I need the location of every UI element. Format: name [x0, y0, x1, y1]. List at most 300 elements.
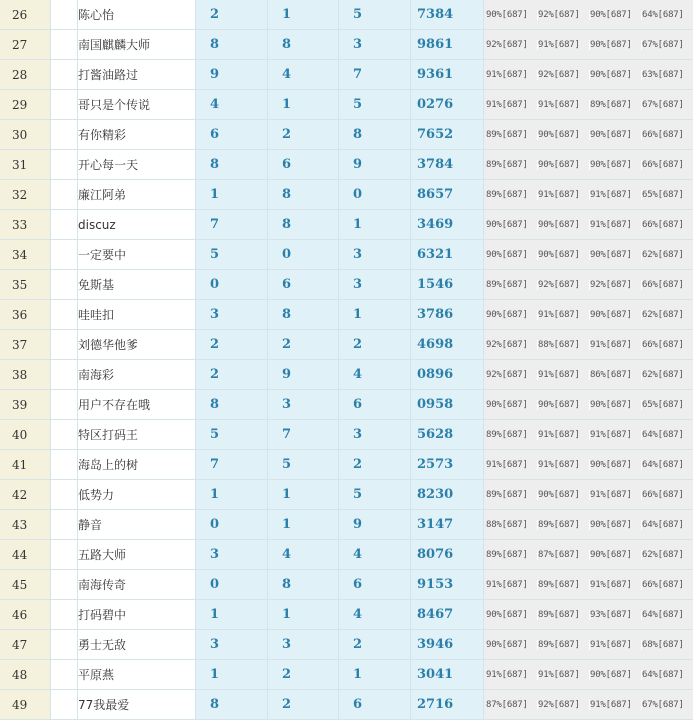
accuracy-value: 92%[687] [486, 40, 538, 50]
spacer-cell [51, 660, 78, 690]
code-cell: 0276 [411, 90, 484, 120]
accuracy-value: 88%[687] [486, 520, 538, 530]
digit-1-cell: 8 [196, 690, 268, 720]
accuracy-cell [484, 270, 693, 300]
accuracy-value: 66%[687] [642, 159, 684, 170]
digit-2-cell: 5 [268, 450, 339, 480]
spacer-cell [51, 420, 78, 450]
digit-3-cell: 1 [339, 300, 411, 330]
digit-1-cell: 5 [196, 240, 268, 270]
accuracy-value: 89%[687] [538, 640, 590, 650]
accuracy-value: 89%[687] [538, 520, 590, 530]
digit-2-cell: 6 [268, 150, 339, 180]
table-row [0, 510, 693, 540]
digit-2-cell: 9 [268, 360, 339, 390]
digit-3-cell: 4 [339, 600, 411, 630]
code-cell: 8657 [411, 180, 484, 210]
spacer-cell [51, 510, 78, 540]
accuracy-value: 90%[687] [590, 130, 642, 140]
accuracy-value: 64%[687] [642, 609, 684, 620]
accuracy-value: 91%[687] [590, 640, 642, 650]
accuracy-cell [484, 210, 693, 240]
accuracy-value: 66%[687] [642, 489, 684, 500]
accuracy-value: 91%[687] [486, 580, 538, 590]
table-row [0, 150, 693, 180]
spacer-cell [51, 30, 78, 60]
digit-3-cell: 2 [339, 630, 411, 660]
rank-cell: 33 [0, 210, 51, 240]
accuracy-value: 86%[687] [590, 370, 642, 380]
code-cell: 3784 [411, 150, 484, 180]
accuracy-value: 90%[687] [590, 520, 642, 530]
digit-2-cell: 2 [268, 690, 339, 720]
rank-cell: 49 [0, 690, 51, 720]
code-cell: 3147 [411, 510, 484, 540]
accuracy-value: 68%[687] [642, 639, 684, 650]
rank-cell: 44 [0, 540, 51, 570]
rank-cell: 32 [0, 180, 51, 210]
rank-cell: 47 [0, 630, 51, 660]
rank-cell: 48 [0, 660, 51, 690]
table-row [0, 360, 693, 390]
digit-2-cell: 4 [268, 60, 339, 90]
code-cell: 9361 [411, 60, 484, 90]
accuracy-value: 66%[687] [642, 219, 684, 230]
rank-cell: 39 [0, 390, 51, 420]
code-cell: 9153 [411, 570, 484, 600]
accuracy-value: 62%[687] [642, 309, 684, 320]
accuracy-value: 90%[687] [590, 310, 642, 320]
table-row [0, 300, 693, 330]
accuracy-value: 90%[687] [538, 490, 590, 500]
accuracy-cell [484, 90, 693, 120]
digit-1-cell: 2 [196, 330, 268, 360]
user-name-cell: 陈心怡 [78, 0, 196, 30]
rank-cell: 38 [0, 360, 51, 390]
accuracy-value: 92%[687] [590, 280, 642, 290]
spacer-cell [51, 330, 78, 360]
user-name-cell: 打酱油路过 [78, 60, 196, 90]
spacer-cell [51, 480, 78, 510]
rank-cell: 37 [0, 330, 51, 360]
accuracy-cell [484, 540, 693, 570]
accuracy-value: 89%[687] [486, 280, 538, 290]
digit-1-cell: 3 [196, 630, 268, 660]
user-name-cell: 五路大师 [78, 540, 196, 570]
rank-cell: 26 [0, 0, 51, 30]
accuracy-value: 62%[687] [642, 549, 684, 560]
code-cell: 8467 [411, 600, 484, 630]
digit-1-cell: 1 [196, 180, 268, 210]
digit-3-cell: 3 [339, 30, 411, 60]
code-cell: 6321 [411, 240, 484, 270]
accuracy-value: 92%[687] [538, 10, 590, 20]
accuracy-value: 62%[687] [642, 249, 684, 260]
accuracy-value: 91%[687] [590, 580, 642, 590]
accuracy-cell [484, 420, 693, 450]
digit-2-cell: 6 [268, 270, 339, 300]
digit-2-cell: 1 [268, 600, 339, 630]
digit-3-cell: 6 [339, 570, 411, 600]
accuracy-value: 65%[687] [642, 399, 684, 410]
digit-3-cell: 4 [339, 540, 411, 570]
digit-2-cell: 8 [268, 210, 339, 240]
accuracy-cell [484, 180, 693, 210]
code-cell: 5628 [411, 420, 484, 450]
spacer-cell [51, 180, 78, 210]
accuracy-cell [484, 450, 693, 480]
digit-2-cell: 1 [268, 90, 339, 120]
digit-1-cell: 1 [196, 600, 268, 630]
accuracy-value: 92%[687] [538, 70, 590, 80]
accuracy-value: 91%[687] [590, 700, 642, 710]
accuracy-value: 91%[687] [486, 100, 538, 110]
accuracy-value: 89%[687] [486, 190, 538, 200]
accuracy-value: 90%[687] [486, 250, 538, 260]
accuracy-value: 67%[687] [642, 99, 684, 110]
code-cell: 2573 [411, 450, 484, 480]
code-cell: 2716 [411, 690, 484, 720]
user-name-cell: 刘德华他爹 [78, 330, 196, 360]
digit-1-cell: 2 [196, 0, 268, 30]
digit-2-cell: 2 [268, 330, 339, 360]
accuracy-value: 90%[687] [538, 160, 590, 170]
accuracy-value: 91%[687] [486, 670, 538, 680]
rank-cell: 31 [0, 150, 51, 180]
accuracy-value: 90%[687] [590, 250, 642, 260]
digit-3-cell: 3 [339, 240, 411, 270]
digit-1-cell: 3 [196, 300, 268, 330]
digit-2-cell: 1 [268, 510, 339, 540]
digit-2-cell: 0 [268, 240, 339, 270]
accuracy-value: 91%[687] [590, 490, 642, 500]
code-cell: 3469 [411, 210, 484, 240]
accuracy-value: 66%[687] [642, 579, 684, 590]
accuracy-value: 90%[687] [538, 400, 590, 410]
accuracy-value: 90%[687] [538, 220, 590, 230]
accuracy-value: 92%[687] [486, 340, 538, 350]
code-cell: 3041 [411, 660, 484, 690]
accuracy-value: 91%[687] [538, 310, 590, 320]
accuracy-value: 91%[687] [590, 430, 642, 440]
digit-1-cell: 1 [196, 660, 268, 690]
accuracy-value: 88%[687] [538, 340, 590, 350]
accuracy-cell [484, 480, 693, 510]
accuracy-value: 91%[687] [590, 190, 642, 200]
code-cell: 0958 [411, 390, 484, 420]
table-row [0, 270, 693, 300]
spacer-cell [51, 240, 78, 270]
accuracy-value: 89%[687] [486, 490, 538, 500]
table-row [0, 660, 693, 690]
user-name-cell: 海岛上的树 [78, 450, 196, 480]
digit-3-cell: 1 [339, 210, 411, 240]
code-cell: 9861 [411, 30, 484, 60]
accuracy-value: 92%[687] [538, 280, 590, 290]
accuracy-value: 87%[687] [486, 700, 538, 710]
accuracy-value: 63%[687] [642, 69, 684, 80]
digit-1-cell: 7 [196, 210, 268, 240]
accuracy-value: 67%[687] [642, 39, 684, 50]
digit-2-cell: 8 [268, 30, 339, 60]
accuracy-cell [484, 120, 693, 150]
digit-1-cell: 8 [196, 150, 268, 180]
code-cell: 8076 [411, 540, 484, 570]
table-row [0, 600, 693, 630]
accuracy-value: 90%[687] [590, 460, 642, 470]
digit-1-cell: 7 [196, 450, 268, 480]
code-cell: 0896 [411, 360, 484, 390]
digit-3-cell: 3 [339, 420, 411, 450]
accuracy-value: 66%[687] [642, 339, 684, 350]
accuracy-value: 91%[687] [486, 70, 538, 80]
user-name-cell: 哥只是个传说 [78, 90, 196, 120]
digit-3-cell: 6 [339, 690, 411, 720]
code-cell: 3786 [411, 300, 484, 330]
digit-3-cell: 5 [339, 480, 411, 510]
accuracy-value: 90%[687] [486, 10, 538, 20]
accuracy-value: 89%[687] [538, 580, 590, 590]
accuracy-cell [484, 330, 693, 360]
accuracy-value: 64%[687] [642, 429, 684, 440]
accuracy-value: 90%[687] [538, 250, 590, 260]
accuracy-cell [484, 150, 693, 180]
rank-cell: 36 [0, 300, 51, 330]
accuracy-value: 89%[687] [486, 160, 538, 170]
accuracy-value: 91%[687] [590, 340, 642, 350]
table-row [0, 450, 693, 480]
digit-3-cell: 4 [339, 360, 411, 390]
digit-1-cell: 4 [196, 90, 268, 120]
rank-cell: 45 [0, 570, 51, 600]
table-row [0, 0, 693, 30]
accuracy-value: 91%[687] [538, 190, 590, 200]
user-name-cell: 77我最爱 [78, 690, 196, 720]
user-name-cell: 南海彩 [78, 360, 196, 390]
accuracy-value: 66%[687] [642, 129, 684, 140]
accuracy-cell [484, 0, 693, 30]
user-name-cell: 特区打码王 [78, 420, 196, 450]
user-name-cell: 用户不存在哦 [78, 390, 196, 420]
accuracy-value: 90%[687] [590, 70, 642, 80]
rank-cell: 29 [0, 90, 51, 120]
accuracy-value: 91%[687] [538, 460, 590, 470]
table-row [0, 690, 693, 720]
spacer-cell [51, 360, 78, 390]
table-row [0, 120, 693, 150]
table-row [0, 240, 693, 270]
digit-2-cell: 7 [268, 420, 339, 450]
table-row [0, 330, 693, 360]
rank-cell: 30 [0, 120, 51, 150]
accuracy-value: 89%[687] [538, 610, 590, 620]
table-row [0, 390, 693, 420]
accuracy-cell [484, 60, 693, 90]
table-row [0, 180, 693, 210]
digit-2-cell: 8 [268, 300, 339, 330]
user-name-cell: 南海传奇 [78, 570, 196, 600]
rank-cell: 46 [0, 600, 51, 630]
code-cell: 3946 [411, 630, 484, 660]
digit-2-cell: 1 [268, 0, 339, 30]
spacer-cell [51, 390, 78, 420]
table-row [0, 30, 693, 60]
accuracy-value: 64%[687] [642, 459, 684, 470]
digit-1-cell: 8 [196, 30, 268, 60]
table-row [0, 60, 693, 90]
accuracy-cell [484, 300, 693, 330]
digit-2-cell: 8 [268, 180, 339, 210]
digit-2-cell: 2 [268, 660, 339, 690]
accuracy-value: 89%[687] [486, 430, 538, 440]
digit-3-cell: 2 [339, 450, 411, 480]
digit-1-cell: 0 [196, 570, 268, 600]
spacer-cell [51, 600, 78, 630]
rank-cell: 34 [0, 240, 51, 270]
accuracy-value: 91%[687] [590, 220, 642, 230]
digit-3-cell: 2 [339, 330, 411, 360]
spacer-cell [51, 0, 78, 30]
table-row [0, 210, 693, 240]
table-row [0, 630, 693, 660]
accuracy-value: 89%[687] [590, 100, 642, 110]
user-name-cell: 一定要中 [78, 240, 196, 270]
accuracy-value: 90%[687] [486, 220, 538, 230]
accuracy-value: 66%[687] [642, 279, 684, 290]
accuracy-value: 90%[687] [590, 400, 642, 410]
user-name-cell: 哇哇扣 [78, 300, 196, 330]
table-row [0, 570, 693, 600]
accuracy-value: 64%[687] [642, 669, 684, 680]
digit-1-cell: 6 [196, 120, 268, 150]
digit-1-cell: 2 [196, 360, 268, 390]
accuracy-value: 90%[687] [486, 400, 538, 410]
accuracy-value: 64%[687] [642, 519, 684, 530]
digit-2-cell: 1 [268, 480, 339, 510]
user-name-cell: 免斯基 [78, 270, 196, 300]
digit-3-cell: 9 [339, 150, 411, 180]
digit-3-cell: 3 [339, 270, 411, 300]
digit-1-cell: 0 [196, 270, 268, 300]
digit-3-cell: 0 [339, 180, 411, 210]
accuracy-value: 90%[687] [590, 160, 642, 170]
accuracy-cell [484, 690, 693, 720]
user-name-cell: 打码碧中 [78, 600, 196, 630]
spacer-cell [51, 60, 78, 90]
code-cell: 4698 [411, 330, 484, 360]
accuracy-value: 64%[687] [642, 9, 684, 20]
rank-cell: 28 [0, 60, 51, 90]
digit-2-cell: 4 [268, 540, 339, 570]
accuracy-value: 91%[687] [538, 40, 590, 50]
user-name-cell: 廉江阿弟 [78, 180, 196, 210]
accuracy-value: 91%[687] [538, 100, 590, 110]
user-name-cell: 勇士无敌 [78, 630, 196, 660]
accuracy-value: 92%[687] [538, 700, 590, 710]
user-name-cell: 静音 [78, 510, 196, 540]
spacer-cell [51, 630, 78, 660]
user-name-cell: 平原燕 [78, 660, 196, 690]
accuracy-value: 93%[687] [590, 610, 642, 620]
user-name-cell: 南国麒麟大师 [78, 30, 196, 60]
spacer-cell [51, 690, 78, 720]
rank-cell: 40 [0, 420, 51, 450]
accuracy-value: 92%[687] [486, 370, 538, 380]
table-row [0, 420, 693, 450]
spacer-cell [51, 570, 78, 600]
digit-3-cell: 9 [339, 510, 411, 540]
digit-1-cell: 0 [196, 510, 268, 540]
user-name-cell: discuz [78, 210, 196, 240]
digit-3-cell: 6 [339, 390, 411, 420]
digit-3-cell: 8 [339, 120, 411, 150]
digit-3-cell: 7 [339, 60, 411, 90]
accuracy-value: 90%[687] [486, 610, 538, 620]
spacer-cell [51, 120, 78, 150]
accuracy-cell [484, 660, 693, 690]
rank-cell: 42 [0, 480, 51, 510]
digit-1-cell: 5 [196, 420, 268, 450]
code-cell: 7652 [411, 120, 484, 150]
spacer-cell [51, 300, 78, 330]
digit-3-cell: 5 [339, 90, 411, 120]
user-name-cell: 开心每一天 [78, 150, 196, 180]
accuracy-value: 89%[687] [486, 550, 538, 560]
digit-3-cell: 1 [339, 660, 411, 690]
accuracy-value: 67%[687] [642, 699, 684, 710]
accuracy-value: 91%[687] [538, 670, 590, 680]
accuracy-value: 90%[687] [538, 130, 590, 140]
digit-2-cell: 8 [268, 570, 339, 600]
accuracy-value: 90%[687] [590, 550, 642, 560]
accuracy-cell [484, 30, 693, 60]
accuracy-value: 90%[687] [590, 670, 642, 680]
accuracy-value: 90%[687] [486, 640, 538, 650]
accuracy-cell [484, 570, 693, 600]
accuracy-cell [484, 600, 693, 630]
digit-2-cell: 3 [268, 630, 339, 660]
accuracy-cell [484, 630, 693, 660]
spacer-cell [51, 270, 78, 300]
digit-1-cell: 8 [196, 390, 268, 420]
accuracy-cell [484, 510, 693, 540]
digit-2-cell: 3 [268, 390, 339, 420]
digit-1-cell: 3 [196, 540, 268, 570]
accuracy-cell [484, 360, 693, 390]
rank-cell: 35 [0, 270, 51, 300]
accuracy-value: 65%[687] [642, 189, 684, 200]
user-name-cell: 低势力 [78, 480, 196, 510]
spacer-cell [51, 150, 78, 180]
code-cell: 8230 [411, 480, 484, 510]
digit-3-cell: 5 [339, 0, 411, 30]
accuracy-value: 89%[687] [486, 130, 538, 140]
accuracy-value: 90%[687] [590, 10, 642, 20]
table-row [0, 540, 693, 570]
code-cell: 7384 [411, 0, 484, 30]
spacer-cell [51, 540, 78, 570]
spacer-cell [51, 210, 78, 240]
accuracy-value: 62%[687] [642, 369, 684, 380]
rank-cell: 41 [0, 450, 51, 480]
digit-2-cell: 2 [268, 120, 339, 150]
accuracy-value: 90%[687] [590, 40, 642, 50]
table-row [0, 90, 693, 120]
rank-cell: 43 [0, 510, 51, 540]
accuracy-value: 91%[687] [538, 430, 590, 440]
accuracy-value: 91%[687] [486, 460, 538, 470]
user-name-cell: 有你精彩 [78, 120, 196, 150]
